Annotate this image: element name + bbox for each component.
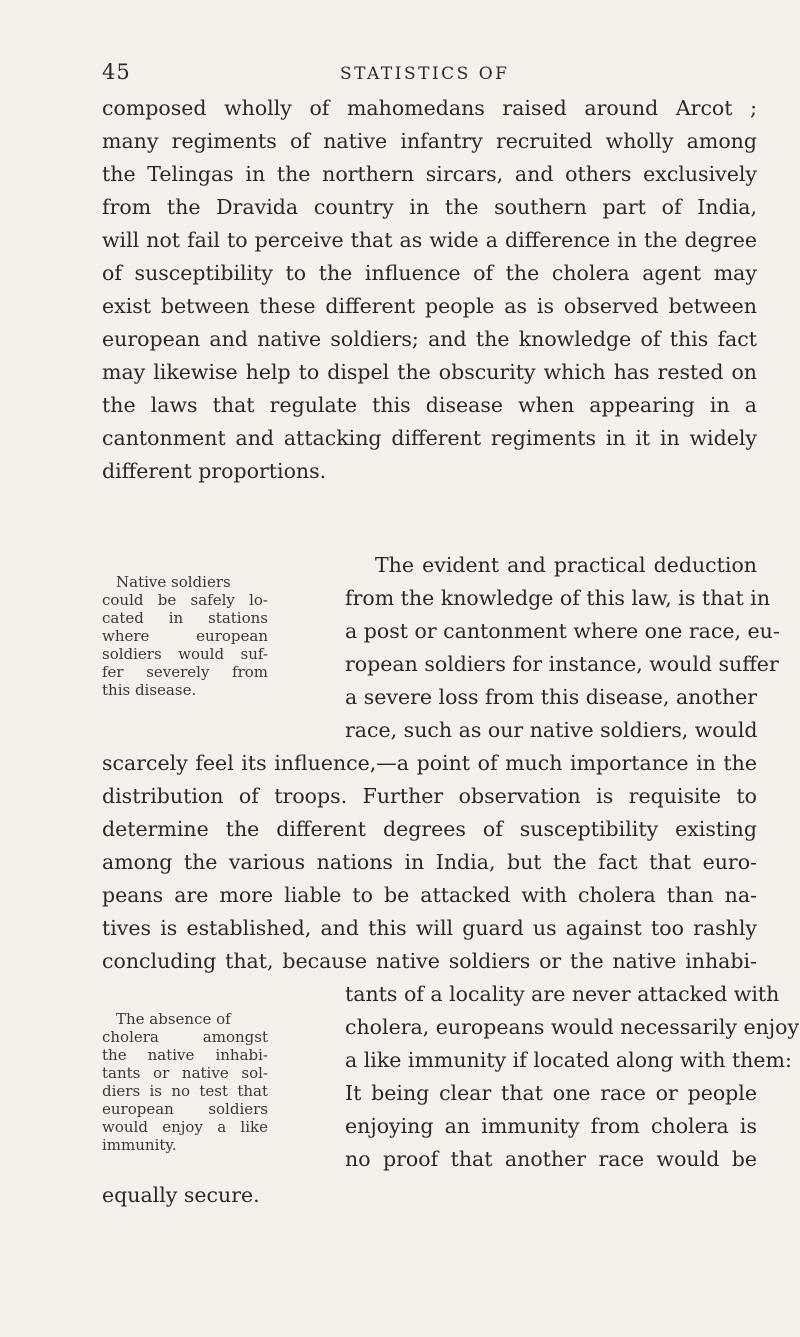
text-line: determine the different degrees of susceptibility existing xyxy=(102,817,757,841)
text-line: The evident and practical deduction xyxy=(375,553,757,577)
text-line: tants of a locality are never attacked with xyxy=(345,982,780,1006)
sidenote-line: fer severely from xyxy=(102,663,268,681)
text-line: a like immunity if located along with them: xyxy=(345,1048,792,1072)
text-line: a post or cantonment where one race, eu- xyxy=(345,619,780,643)
text-line: among the various nations in India, but the fact that euro- xyxy=(102,850,757,874)
sidenote-line: the native inhabi- xyxy=(102,1046,268,1064)
text-line: will not fail to perceive that as wide a difference in the degree xyxy=(102,228,757,252)
text-line: race, such as our native soldiers, would xyxy=(345,718,758,742)
text-line: cantonment and attacking different regiments in it in widely xyxy=(102,426,757,450)
page-number: 45 xyxy=(102,60,131,84)
sidenote-line: cholera amongst xyxy=(102,1028,268,1046)
sidenote-line: european soldiers xyxy=(102,1100,268,1118)
text-line: from the Dravida country in the southern part of India, xyxy=(102,195,757,219)
sidenote-2 xyxy=(102,1010,268,1154)
text-line: exist between these different people as is observed between xyxy=(102,294,757,318)
sidenote-line: could be safely lo- xyxy=(102,591,268,609)
sidenote-line: Native soldiers xyxy=(116,573,231,591)
text-line: enjoying an immunity from cholera is xyxy=(345,1114,757,1138)
sidenote-line: tants or native sol- xyxy=(102,1064,268,1082)
text-line: may likewise help to dispel the obscurity which has rested on xyxy=(102,360,757,384)
text-line: the laws that regulate this disease when appearing in a xyxy=(102,393,757,417)
text-line: european and native soldiers; and the knowledge of this fact xyxy=(102,327,757,351)
text-line: many regiments of native infantry recruited wholly among xyxy=(102,129,757,153)
sidenote-line: would enjoy a like xyxy=(102,1118,268,1136)
sidenote-line: this disease. xyxy=(102,681,197,699)
text-line: concluding that, because native soldiers or the native inhabi- xyxy=(102,949,757,973)
sidenote-line: diers is no test that xyxy=(102,1082,268,1100)
text-line: no proof that another race would be xyxy=(345,1147,757,1171)
text-line: peans are more liable to be attacked with cholera than na- xyxy=(102,883,757,907)
sidenote-line: immunity. xyxy=(102,1136,177,1154)
text-line: composed wholly of mahomedans raised around Arcot ; xyxy=(102,96,757,120)
text-line: of susceptibility to the influence of the cholera agent may xyxy=(102,261,757,285)
text-line: different proportions. xyxy=(102,459,327,483)
text-line: from the knowledge of this law, is that in xyxy=(345,586,771,610)
text-line: scarcely feel its influence,—a point of much importance in the xyxy=(102,751,757,775)
running-head: STATISTICS OF xyxy=(340,64,510,84)
text-line: equally secure. xyxy=(102,1183,260,1207)
sidenote-1 xyxy=(102,573,268,699)
text-line: distribution of troops. Further observation is requisite to xyxy=(102,784,757,808)
sidenote-line: soldiers would suf- xyxy=(102,645,268,663)
text-line: It being clear that one race or people xyxy=(345,1081,757,1105)
text-line: a severe loss from this disease, another xyxy=(345,685,758,709)
text-line: ropean soldiers for instance, would suffer xyxy=(345,652,779,676)
sidenote-line: where european xyxy=(102,627,268,645)
sidenote-line: cated in stations xyxy=(102,609,268,627)
sidenote-line: The absence of xyxy=(116,1010,231,1028)
text-line: the Telingas in the northern sircars, and others exclusively xyxy=(102,162,757,186)
text-line: tives is established, and this will guard us against too rashly xyxy=(102,916,757,940)
text-line: cholera, europeans would necessarily enjoy xyxy=(345,1015,800,1039)
